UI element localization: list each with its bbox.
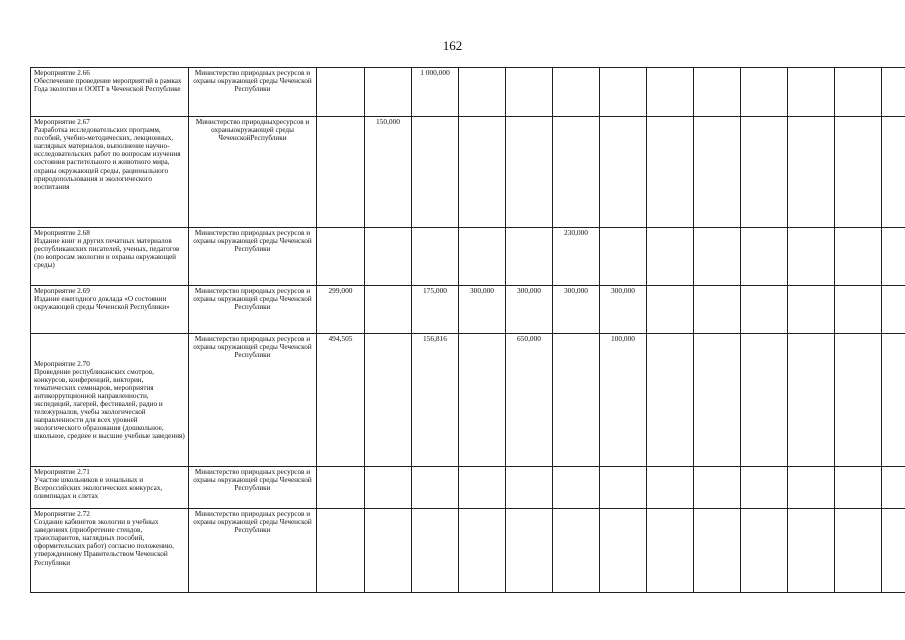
value-cell xyxy=(694,228,741,286)
activity-title: Мероприятие 2.72 xyxy=(34,510,90,518)
value-cell xyxy=(647,117,694,228)
value-cell xyxy=(317,68,365,117)
value-cell xyxy=(553,68,600,117)
value-cell xyxy=(600,467,647,509)
value-cell xyxy=(788,286,835,334)
activity-cell xyxy=(31,68,189,117)
value-cell xyxy=(365,334,412,467)
value-cell xyxy=(459,467,506,509)
value-cell: 300,000 xyxy=(506,286,553,334)
activity-description: Проведение республиканских смотров, конкурсов, конференций, викторин, тематических семинаров, мероприятия антикоррупционной направленности, экспедиций, лагерей, фестивалей, радио и тележурналов, учебы экологической направленности для всех уровней экологического образования (дошкольное, школьное, среднее и высшие учебные заведения) xyxy=(34,367,185,441)
executor-cell: Министерство природных ресурсов и охраны окружающей среды Чеченской Республики xyxy=(189,509,317,593)
value-cell xyxy=(506,228,553,286)
activity-cell xyxy=(31,334,189,467)
value-cell: 300,000 xyxy=(553,286,600,334)
executor-cell: Министерство природных ресурсов и охраны окружающей среды Чеченской Республики xyxy=(189,286,317,334)
value-cell xyxy=(459,228,506,286)
value-cell: 150,000 xyxy=(365,117,412,228)
value-cell: 230,000 xyxy=(553,228,600,286)
value-cell xyxy=(694,68,741,117)
value-cell xyxy=(647,68,694,117)
value-cell: 494,505 xyxy=(317,334,365,467)
value-cell xyxy=(506,509,553,593)
value-cell xyxy=(459,117,506,228)
activity-title: Мероприятие 2.67 xyxy=(34,118,90,126)
activity-cell xyxy=(31,467,189,509)
executor-cell: Министерство природных ресурсов и охраны окружающей среды Чеченской Республики xyxy=(189,228,317,286)
value-cell xyxy=(741,286,788,334)
value-cell xyxy=(317,117,365,228)
value-cell xyxy=(835,228,882,286)
value-cell xyxy=(600,117,647,228)
program-table xyxy=(30,67,905,593)
value-cell xyxy=(882,509,905,593)
activity-cell xyxy=(31,117,189,228)
value-cell xyxy=(412,509,459,593)
table-row xyxy=(31,68,905,117)
table-row xyxy=(31,228,905,286)
table-row xyxy=(31,467,905,509)
activity-cell xyxy=(31,509,189,593)
value-cell xyxy=(553,467,600,509)
value-cell xyxy=(741,467,788,509)
value-cell xyxy=(788,228,835,286)
executor-cell: Министерство природных ресурсов и охраны окружающей среды Чеченской Республики xyxy=(189,467,317,509)
activity-description: Издание книг и других печатных материалов республиканских писателей, ученых, педагогов (по вопросам экологии и охраны окружающей среды) xyxy=(34,237,180,270)
value-cell xyxy=(506,467,553,509)
value-cell: 175,000 xyxy=(412,286,459,334)
value-cell: 300,000 xyxy=(600,286,647,334)
value-cell xyxy=(317,509,365,593)
value-cell xyxy=(459,68,506,117)
value-cell xyxy=(835,117,882,228)
activity-title: Мероприятие 2.70 xyxy=(34,359,90,368)
value-cell xyxy=(317,228,365,286)
value-cell xyxy=(694,117,741,228)
page-number: 162 xyxy=(442,38,463,53)
value-cell xyxy=(835,286,882,334)
value-cell xyxy=(412,228,459,286)
value-cell: 100,000 xyxy=(600,334,647,467)
value-cell xyxy=(317,467,365,509)
value-cell xyxy=(741,68,788,117)
activity-description: Создание кабинетов экологии в учебных заведениях (приобретение стендов, транспарантов, наглядных пособий, оформительских работ) согласно положению, утвержденному Правительством Чеченской Республики xyxy=(34,518,174,567)
value-cell xyxy=(694,286,741,334)
value-cell xyxy=(882,228,905,286)
value-cell xyxy=(694,509,741,593)
value-cell xyxy=(835,334,882,467)
value-cell xyxy=(694,334,741,467)
value-cell xyxy=(835,68,882,117)
value-cell: 1 000,000 xyxy=(412,68,459,117)
value-cell xyxy=(882,286,905,334)
value-cell xyxy=(882,117,905,228)
value-cell: 650,000 xyxy=(506,334,553,467)
activity-description: Обеспечение проведение мероприятий в рамках Года экологии и ООПТ в Чеченской Республике xyxy=(34,77,182,94)
executor-cell: Министерство природныхресурсов и охраныокружающей среды ЧеченскойРеспублики xyxy=(189,117,317,228)
value-cell: 299,000 xyxy=(317,286,365,334)
value-cell xyxy=(741,117,788,228)
table-row xyxy=(31,334,905,467)
value-cell: 156,816 xyxy=(412,334,459,467)
activity-cell xyxy=(31,286,189,334)
value-cell xyxy=(694,467,741,509)
value-cell xyxy=(788,467,835,509)
value-cell xyxy=(835,467,882,509)
value-cell xyxy=(835,509,882,593)
value-cell xyxy=(506,68,553,117)
value-cell xyxy=(553,334,600,467)
value-cell xyxy=(788,117,835,228)
value-cell xyxy=(459,334,506,467)
activity-cell xyxy=(31,228,189,286)
value-cell xyxy=(647,467,694,509)
value-cell xyxy=(600,509,647,593)
table-row xyxy=(31,286,905,334)
executor-cell: Министерство природных ресурсов и охраны окружающей среды Чеченской Республики xyxy=(189,334,317,467)
executor-cell: Министерство природных ресурсов и охраны окружающей среды Чеченской Республики xyxy=(189,68,317,117)
activity-description: Участие школьников в зональных и Всероссийских экологических конкурсах, олимпиадах и слетах xyxy=(34,476,163,501)
value-cell xyxy=(459,509,506,593)
value-cell xyxy=(412,467,459,509)
value-cell xyxy=(647,286,694,334)
activity-title: Мероприятие 2.68 xyxy=(34,229,90,237)
value-cell: 300,000 xyxy=(459,286,506,334)
value-cell xyxy=(647,228,694,286)
value-cell xyxy=(788,334,835,467)
value-cell xyxy=(741,228,788,286)
value-cell xyxy=(365,509,412,593)
value-cell xyxy=(365,68,412,117)
table-row xyxy=(31,509,905,593)
activity-description: Разработка исследовательских программ, пособий, учебно-методических, лекционных, наглядных материалов, выполнение научно-исследовательских работ по вопросам изучения состояния растительного и животного мира, охраны окружающей среды, рационального природопользования и экологического воспитания xyxy=(34,126,181,191)
value-cell xyxy=(882,334,905,467)
activity-title: Мероприятие 2.66 xyxy=(34,69,90,77)
value-cell xyxy=(741,334,788,467)
value-cell xyxy=(788,68,835,117)
value-cell xyxy=(553,117,600,228)
value-cell xyxy=(882,68,905,117)
value-cell xyxy=(882,467,905,509)
table-row xyxy=(31,117,905,228)
value-cell xyxy=(365,286,412,334)
activity-title: Мероприятие 2.71 xyxy=(34,468,90,476)
value-cell xyxy=(600,228,647,286)
value-cell xyxy=(506,117,553,228)
value-cell xyxy=(412,117,459,228)
value-cell xyxy=(553,509,600,593)
value-cell xyxy=(647,509,694,593)
value-cell xyxy=(365,467,412,509)
value-cell xyxy=(741,509,788,593)
value-cell xyxy=(647,334,694,467)
activity-title: Мероприятие 2.69 xyxy=(34,287,90,295)
activity-description: Издание ежегодного доклада «О состоянии окружающей среды Чеченской Республики» xyxy=(34,295,170,312)
value-cell xyxy=(600,68,647,117)
value-cell xyxy=(788,509,835,593)
value-cell xyxy=(365,228,412,286)
